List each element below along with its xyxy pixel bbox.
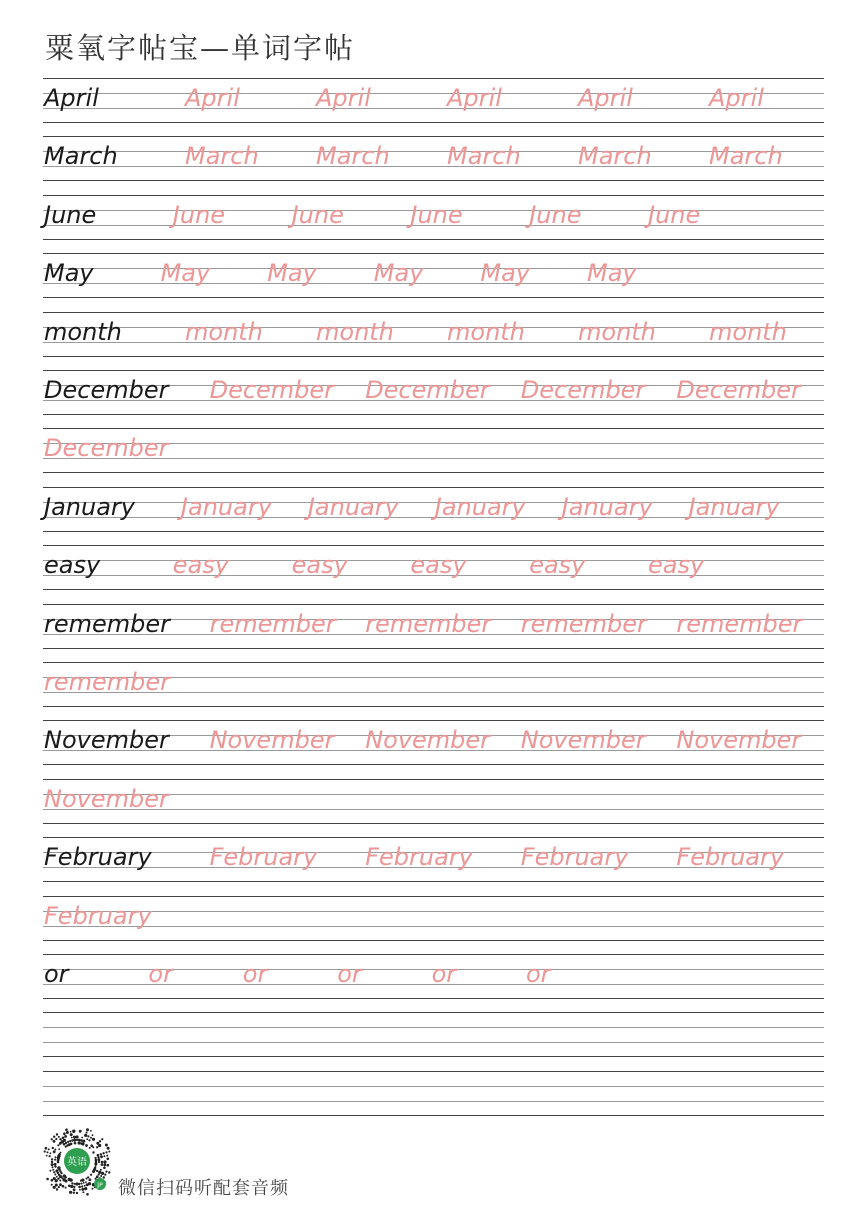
ruled-line — [43, 1101, 824, 1102]
qr-dot — [94, 1163, 97, 1166]
trace-word: easy — [291, 551, 348, 580]
qr-dot — [86, 1193, 89, 1196]
trace-word: March — [316, 142, 390, 171]
qr-dot — [53, 1136, 55, 1138]
ruled-line — [43, 108, 824, 109]
qr-dot — [65, 1187, 67, 1189]
qr-dot — [92, 1138, 95, 1141]
trace-word: November — [676, 726, 802, 755]
ruled-line — [43, 604, 824, 605]
ruled-line — [43, 954, 824, 955]
qr-dot — [76, 1192, 78, 1194]
qr-dot — [62, 1185, 65, 1188]
qr-dot — [81, 1142, 84, 1145]
qr-dot — [81, 1137, 83, 1139]
trace-word: February — [365, 843, 473, 872]
qr-dot — [71, 1139, 73, 1141]
trace-word: February — [676, 843, 785, 872]
qr-dot — [74, 1142, 77, 1145]
qr-dot — [105, 1151, 107, 1153]
ruled-line — [43, 78, 824, 79]
qr-dot — [52, 1166, 54, 1168]
ruled-line — [43, 93, 824, 94]
qr-dot — [51, 1163, 54, 1166]
trace-word: May — [587, 259, 637, 288]
qr-dot — [100, 1175, 102, 1177]
qr-dot — [51, 1138, 53, 1140]
ruled-line — [43, 531, 824, 532]
qr-dot — [55, 1138, 57, 1140]
qr-dot — [55, 1156, 57, 1158]
qr-dot — [92, 1188, 94, 1190]
trace-word: November — [520, 726, 646, 755]
page-title: 粟氧字帖宝—单词字帖 — [45, 31, 356, 65]
qr-dot — [76, 1139, 78, 1141]
ruled-line — [43, 1056, 824, 1057]
ruled-line — [43, 1071, 824, 1072]
qr-dot — [75, 1182, 78, 1185]
trace-word: month — [185, 317, 263, 346]
ruled-line — [43, 1012, 824, 1013]
trace-word: February — [44, 901, 152, 930]
trace-word: or — [431, 960, 457, 988]
qr-dot — [88, 1139, 90, 1141]
ruled-line — [43, 662, 824, 663]
qr-dot — [100, 1169, 102, 1171]
trace-word: June — [410, 200, 463, 229]
qr-dot — [60, 1152, 62, 1154]
trace-word: November — [209, 726, 335, 755]
model-word: easy — [44, 551, 101, 580]
qr-dot — [44, 1150, 46, 1152]
qr-dot — [70, 1185, 73, 1188]
model-word: June — [44, 200, 97, 229]
qr-dot — [104, 1174, 106, 1176]
qr-dot — [54, 1174, 56, 1176]
qr-dot — [46, 1155, 48, 1157]
ruled-line — [43, 881, 824, 882]
qr-dot — [85, 1181, 87, 1183]
qr-dot — [71, 1137, 73, 1139]
trace-word: January — [307, 492, 399, 521]
qr-dot — [68, 1185, 71, 1188]
qr-dot — [59, 1138, 61, 1140]
qr-dot — [81, 1188, 84, 1191]
qr-dot — [70, 1131, 72, 1133]
qr-dot — [92, 1134, 94, 1136]
qr-dot — [101, 1172, 104, 1175]
audio-hint: 微信扫码听配套音频 — [118, 1178, 289, 1199]
qr-badge-text: 英语 — [67, 1157, 87, 1168]
qr-dot — [80, 1180, 82, 1182]
qr-dot — [57, 1166, 60, 1169]
trace-word: April — [316, 84, 371, 112]
model-word: April — [44, 84, 99, 112]
qr-dot — [106, 1155, 108, 1157]
qr-dot — [89, 1178, 92, 1181]
qr-dot — [57, 1178, 59, 1180]
ruled-line — [43, 1042, 824, 1043]
ruled-line — [43, 297, 824, 298]
qr-dot — [73, 1186, 75, 1188]
qr-dot — [98, 1173, 100, 1175]
qr-dot — [54, 1159, 56, 1161]
ruled-line — [43, 136, 824, 137]
trace-word: April — [447, 84, 502, 112]
ruled-line — [43, 414, 824, 415]
ruled-line — [43, 926, 824, 927]
qr-dot — [81, 1185, 83, 1187]
qr-dot — [102, 1152, 104, 1154]
qr-dot — [53, 1171, 55, 1173]
qr-dot — [66, 1131, 69, 1134]
ruled-line — [43, 122, 824, 123]
qr-dot — [75, 1135, 78, 1138]
qr-dot — [95, 1159, 98, 1162]
qr-dot — [71, 1182, 73, 1184]
ruled-line — [43, 327, 824, 328]
qr-dot — [49, 1155, 51, 1157]
ruled-line — [43, 720, 824, 721]
trace-word: May — [480, 259, 531, 288]
qr-dot — [55, 1184, 58, 1187]
qr-dot — [69, 1191, 72, 1194]
qr-dot — [52, 1169, 54, 1171]
qr-dot — [73, 1188, 76, 1191]
qr-dot — [90, 1137, 92, 1139]
qr-dot — [98, 1158, 101, 1161]
qr-dot — [73, 1192, 75, 1194]
trace-word: February — [520, 843, 629, 872]
trace-word: February — [209, 843, 318, 872]
ruled-line — [43, 370, 824, 371]
trace-word: April — [709, 84, 764, 112]
qr-dot — [84, 1185, 86, 1187]
qr-dot — [79, 1130, 82, 1133]
qr-dot — [108, 1151, 110, 1153]
qr-dot — [51, 1179, 54, 1182]
trace-word: or — [526, 960, 551, 988]
qr-dot — [78, 1186, 81, 1189]
trace-word: remember — [365, 609, 492, 638]
qr-dot — [96, 1175, 99, 1178]
qr-dot — [98, 1144, 101, 1147]
trace-word: December — [209, 376, 335, 404]
trace-word: December — [365, 376, 490, 404]
qr-dot — [89, 1147, 91, 1149]
qr-dot — [53, 1186, 56, 1189]
trace-word: May — [267, 259, 317, 288]
qr-dot — [68, 1178, 71, 1181]
trace-word: easy — [529, 551, 586, 580]
qr-dot — [105, 1144, 108, 1147]
ruled-line — [43, 545, 824, 546]
trace-word: January — [180, 492, 272, 521]
trace-word: June — [648, 200, 701, 229]
qr-dot — [87, 1135, 89, 1137]
ruled-line — [43, 151, 824, 152]
qr-dot — [56, 1176, 58, 1178]
model-word: March — [44, 142, 118, 171]
qr-dot — [51, 1161, 53, 1163]
ruled-line — [43, 356, 824, 357]
qr-dot — [49, 1170, 51, 1172]
trace-word: remember — [209, 609, 336, 638]
trace-word: remember — [520, 609, 647, 638]
qr-dot — [54, 1149, 56, 1151]
qr-dot — [81, 1183, 83, 1185]
ruled-line — [43, 998, 824, 999]
qr-dot — [98, 1161, 100, 1163]
trace-word: remember — [44, 668, 171, 696]
qr-dot — [84, 1187, 87, 1190]
ruled-line — [43, 253, 824, 254]
ruled-line — [43, 648, 824, 649]
ruled-line — [43, 837, 824, 838]
ruled-line — [43, 487, 824, 488]
qr-dot — [67, 1141, 69, 1143]
model-word: May — [44, 259, 94, 288]
qr-dot — [78, 1139, 81, 1142]
trace-word: or — [148, 960, 173, 988]
qr-dot — [62, 1137, 65, 1140]
qr-dot — [82, 1140, 85, 1143]
ruled-line — [43, 1115, 824, 1116]
qr-dot — [101, 1138, 103, 1140]
ruled-line — [43, 166, 824, 167]
trace-word: easy — [172, 551, 229, 580]
qr-dot — [90, 1174, 92, 1176]
ruled-line — [43, 195, 824, 196]
trace-word: December — [44, 434, 169, 463]
trace-word: November — [365, 726, 491, 755]
ruled-line — [43, 940, 824, 941]
qr-dot — [63, 1174, 66, 1177]
trace-word: easy — [410, 551, 467, 580]
qr-dot — [51, 1184, 53, 1186]
qr-dot — [86, 1138, 88, 1140]
qr-dot — [57, 1144, 59, 1146]
trace-word: April — [185, 84, 240, 112]
qr-dot — [103, 1160, 106, 1163]
qr-dot — [82, 1191, 84, 1193]
ruled-line — [43, 911, 824, 912]
qr-dot — [50, 1152, 52, 1154]
qr-dot — [98, 1171, 101, 1174]
qr-dot — [100, 1155, 103, 1158]
trace-word: or — [242, 960, 268, 988]
qr-dot — [90, 1130, 92, 1132]
trace-word: or — [337, 960, 362, 988]
qr-dot — [70, 1133, 73, 1136]
ruled-line — [43, 239, 824, 240]
trace-word: May — [160, 259, 211, 288]
qr-dot — [45, 1147, 48, 1150]
trace-word: June — [172, 200, 226, 229]
qr-dot — [103, 1155, 105, 1157]
qr-dot — [48, 1148, 50, 1150]
qr-dot — [96, 1170, 98, 1172]
qr-dot — [63, 1132, 66, 1135]
qr-dot — [58, 1136, 60, 1138]
qr-dot — [55, 1169, 58, 1172]
ruled-line — [43, 472, 824, 473]
trace-word: November — [44, 784, 169, 813]
trace-word: remember — [676, 609, 803, 638]
model-word: or — [44, 960, 69, 988]
trace-word: month — [709, 317, 787, 346]
qr-dot — [70, 1143, 73, 1146]
qr-dot — [56, 1133, 58, 1135]
qr-dot — [53, 1150, 56, 1153]
qr-dot — [54, 1163, 57, 1166]
ruled-line — [43, 779, 824, 780]
ruled-line — [43, 764, 824, 765]
ruled-line — [43, 1086, 824, 1087]
trace-word: June — [291, 200, 344, 229]
qr-dot — [85, 1144, 88, 1147]
ruled-line — [43, 342, 824, 343]
qr-code[interactable] — [42, 1127, 112, 1197]
qr-dot — [100, 1153, 102, 1155]
qr-dot — [79, 1189, 81, 1191]
qr-dot — [97, 1156, 99, 1158]
qr-dot — [101, 1163, 104, 1166]
qr-dot — [96, 1146, 98, 1148]
qr-dot — [47, 1151, 49, 1153]
qr-dot — [92, 1146, 94, 1148]
qr-dot — [108, 1171, 110, 1173]
trace-word: March — [185, 142, 259, 171]
trace-word: easy — [648, 551, 705, 580]
model-word: November — [44, 726, 169, 755]
trace-word: January — [561, 492, 653, 521]
qr-dot — [58, 1148, 60, 1150]
qr-dot — [74, 1183, 76, 1185]
trace-word: December — [676, 376, 801, 404]
qr-dot — [107, 1158, 110, 1161]
qr-dot — [51, 1158, 53, 1160]
qr-dot — [64, 1135, 67, 1138]
qr-dot — [107, 1147, 110, 1150]
qr-dot — [103, 1167, 106, 1170]
trace-word: April — [578, 84, 633, 112]
qr-dot — [65, 1142, 67, 1144]
qr-dot — [86, 1183, 89, 1186]
qr-dot — [59, 1183, 62, 1186]
qr-dot — [84, 1134, 87, 1137]
trace-word: month — [578, 317, 656, 346]
qr-dot — [65, 1128, 68, 1131]
model-word: month — [44, 317, 122, 346]
qr-dot — [92, 1151, 94, 1153]
ruled-line — [43, 823, 824, 824]
qr-dot — [107, 1164, 110, 1167]
qr-dot — [46, 1178, 49, 1181]
trace-word: March — [578, 142, 652, 171]
qr-dot — [52, 1147, 54, 1149]
model-word: January — [44, 492, 135, 521]
qr-dot — [63, 1139, 66, 1142]
ruled-line — [43, 312, 824, 313]
qr-dot — [86, 1178, 88, 1180]
trace-word: month — [447, 317, 525, 346]
qr-dot — [72, 1130, 75, 1133]
ruled-line — [43, 428, 824, 429]
model-word: remember — [44, 609, 171, 638]
trace-word: January — [688, 492, 780, 521]
qr-dot — [92, 1170, 95, 1173]
qr-dot — [59, 1180, 61, 1182]
qr-dot — [56, 1188, 58, 1190]
qr-dot — [73, 1139, 76, 1142]
qr-dot — [103, 1164, 106, 1167]
trace-word: June — [529, 200, 582, 229]
model-word: December — [44, 376, 169, 404]
model-word: February — [44, 843, 152, 872]
qr-dot — [53, 1177, 56, 1180]
ruled-line — [43, 706, 824, 707]
qr-dot — [69, 1140, 71, 1142]
ruled-line — [43, 180, 824, 181]
trace-word: March — [709, 142, 783, 171]
qr-dot — [54, 1165, 56, 1167]
qr-dot — [99, 1140, 101, 1142]
qr-dot — [86, 1128, 89, 1131]
ruled-line — [43, 896, 824, 897]
qr-dot — [105, 1171, 107, 1173]
trace-word: December — [520, 376, 646, 404]
ruled-line — [43, 589, 824, 590]
trace-word: January — [434, 492, 526, 521]
qr-dot — [103, 1176, 105, 1178]
ruled-line — [43, 1027, 824, 1028]
trace-word: March — [447, 142, 521, 171]
qr-dot — [97, 1154, 100, 1157]
trace-word: May — [373, 259, 424, 288]
qr-dot — [83, 1182, 85, 1184]
qr-dot — [58, 1186, 60, 1188]
qr-sub-text: JP — [97, 1182, 103, 1189]
trace-word: month — [316, 317, 394, 346]
qr-dot — [86, 1132, 88, 1134]
qr-dot — [101, 1161, 104, 1164]
qr-dot — [53, 1140, 56, 1143]
